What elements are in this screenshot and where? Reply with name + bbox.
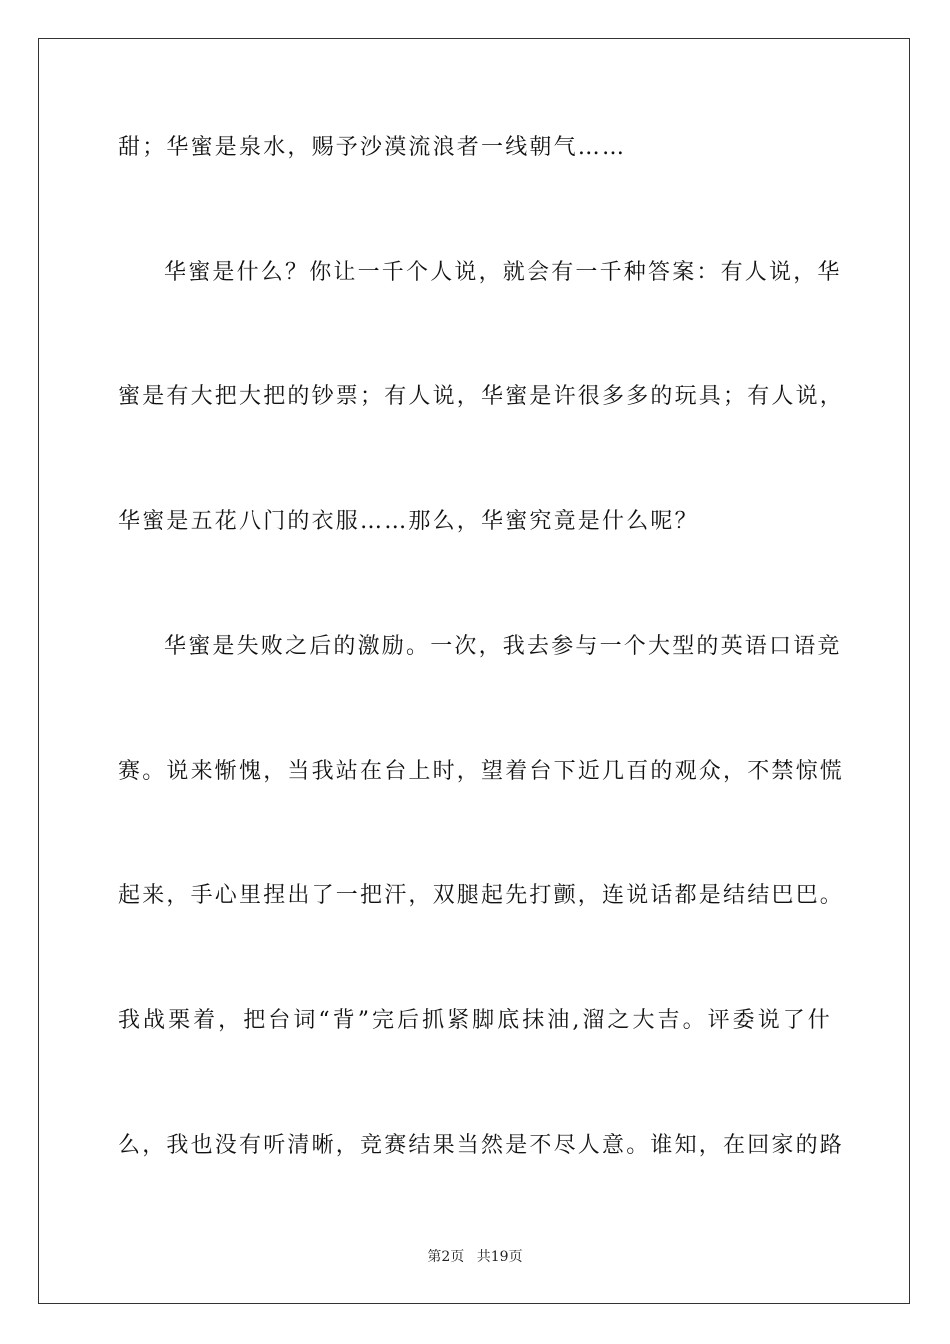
page-border bbox=[38, 38, 910, 1304]
text-line-4: 华蜜是五花八门的衣服……那么，华蜜究竟是什么呢？ bbox=[118, 509, 699, 534]
page-footer bbox=[0, 1248, 950, 1266]
text-line-7: 起来，手心里捏出了一把汗，双腿起先打颤，连说话都是结结巴巴。 bbox=[118, 883, 845, 908]
text-line-1: 甜；华蜜是泉水，赐予沙漠流浪者一线朝气…… bbox=[118, 135, 627, 160]
text-line-5: 华蜜是失败之后的激励。一次，我去参与一个大型的英语口语竞 bbox=[164, 634, 842, 659]
page-total: 共19页 bbox=[476, 1249, 523, 1265]
page-number: 第2页 bbox=[427, 1249, 465, 1265]
text-line-6: 赛。说来惭愧，当我站在台上时，望着台下近几百的观众，不禁惊慌 bbox=[118, 759, 845, 784]
text-line-2: 华蜜是什么？你让一千个人说，就会有一千种答案：有人说，华 bbox=[164, 260, 842, 285]
text-line-8: 我战栗着，把台词“背”完后抓紧脚底抹油,溜之大吉。评委说了什 bbox=[118, 1008, 832, 1033]
text-line-3: 蜜是有大把大把的钞票；有人说，华蜜是许很多多的玩具；有人说， bbox=[118, 384, 845, 409]
text-line-9: 么，我也没有听清晰，竞赛结果当然是不尽人意。谁知，在回家的路 bbox=[118, 1133, 845, 1158]
